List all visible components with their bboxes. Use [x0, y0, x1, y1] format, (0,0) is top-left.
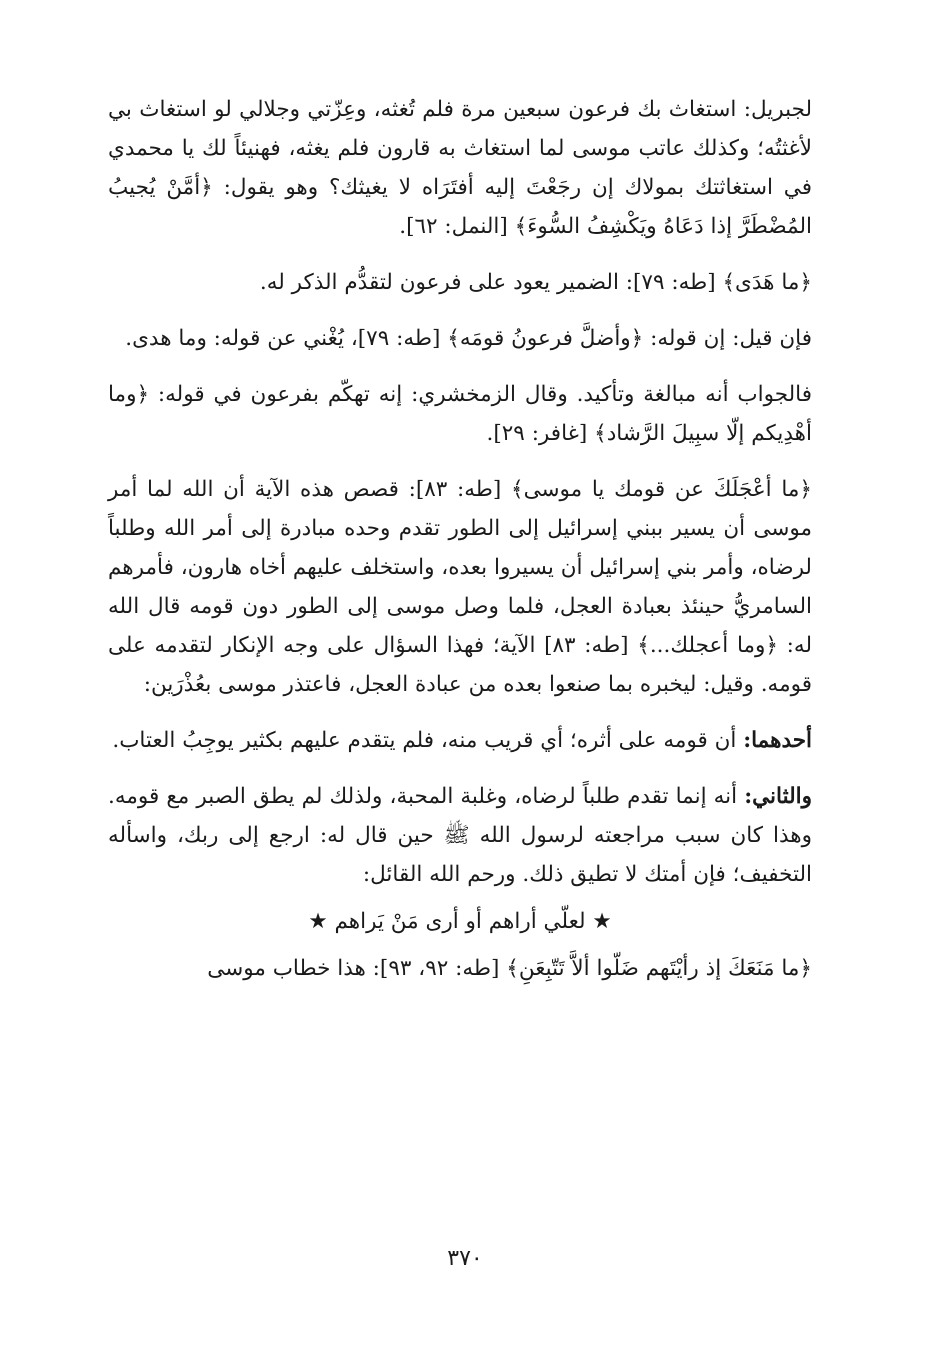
page-body: [108, 90, 812, 1005]
paragraph-5: ﴿ما أعْجَلَكَ عن قومك يا موسى﴾ [طه: ٨٣]: قصص هذه الآية أن الله لما أمر موسى أن يسير ببني إسرائيل إلى الطور تقدم وحده مبادرة إلى أمر الله وطلباً لرضاه، وأمر بني إسرائيل أن يسيروا بعده، واستخلف عليهم أخاه هارون، فأمرهم السامريُّ حينئذ بعبادة العجل، فلما وصل موسى إلى الطور دون قومه قال الله له: ﴿وما أعجلك...﴾ [طه: ٨٣] الآية؛ فهذا السؤال على وجه الإنكار لتقدمه على قومه. وقيل: ليخبره بما صنعوا بعده من عبادة العجل، فاعتذر موسى بعُذْرَين:: [108, 477, 812, 697]
paragraph-7-text: أنه إنما تقدم طلباً لرضاه، وغلبة المحبة، ولذلك لم يطق الصبر مع قومه. وهذا كان سبب مراجعته لرسول الله ﷺ حين قال له: ارجع إلى ربك، واسأله التخفيف؛ فإن أمتك لا تطيق ذلك. ورحم الله القائل:: [108, 784, 812, 887]
paragraph-6-lead: أحدهما:: [743, 728, 812, 753]
paragraph-6: [108, 721, 812, 760]
last-line: ﴿ما مَنَعَكَ إذ رأيْتَهم ضَلّوا ألاَّ تَتّبِعَنِ﴾ [طه: ٩٢، ٩٣]: هذا خطاب موسى: [207, 956, 812, 981]
paragraph-2: ﴿ما هَدَى﴾ [طه: ٧٩]: الضمير يعود على فرعون لتقدُّم الذكر له.: [259, 270, 812, 295]
paragraph-4: فالجواب أنه مبالغة وتأكيد. وقال الزمخشري: إنه تهكّم بفرعون في قوله: ﴿وما أهْدِيكم إلّا سبِيلَ الرَّشاد﴾ [غافر: ٢٩].: [108, 382, 812, 446]
paragraph-1: لجبريل: استغاث بك فرعون سبعين مرة فلم تُغثه، وعِزّتي وجلالي لو استغاث بي لأغثتُه؛ وكذلك عاتب موسى لما استغاث به قارون فلم يغثه، فهنيئاً لك يا محمدي في استغاثتك بمولاك إن رجَعْتَ إليه أفتَرَاه لا يغيثك؟ وهو يقول: ﴿أمَّنْ يُجيبُ المُضْطَرَّ إذا دَعَاهُ ويَكْشِفُ السُّوءَ﴾ [النمل: ٦٢].: [108, 97, 812, 239]
page-number: ٣٧٠: [447, 1246, 483, 1271]
paragraph-3: فإن قيل: إن قوله: ﴿وأضلَّ فرعونُ قومَه﴾ [طه: ٧٩]، يُغْني عن قوله: وما هدى.: [125, 326, 812, 351]
paragraph-6-text: أن قومه على أثره؛ أي قريب منه، فلم يتقدم عليهم بكثير يوجِبُ العتاب.: [112, 728, 744, 753]
poetry-verse: ★ لعلّي أراهم أو أرى مَنْ يَراهم ★: [308, 909, 612, 934]
paragraph-7: [108, 777, 812, 894]
paragraph-7-lead: والثاني:: [744, 784, 812, 809]
